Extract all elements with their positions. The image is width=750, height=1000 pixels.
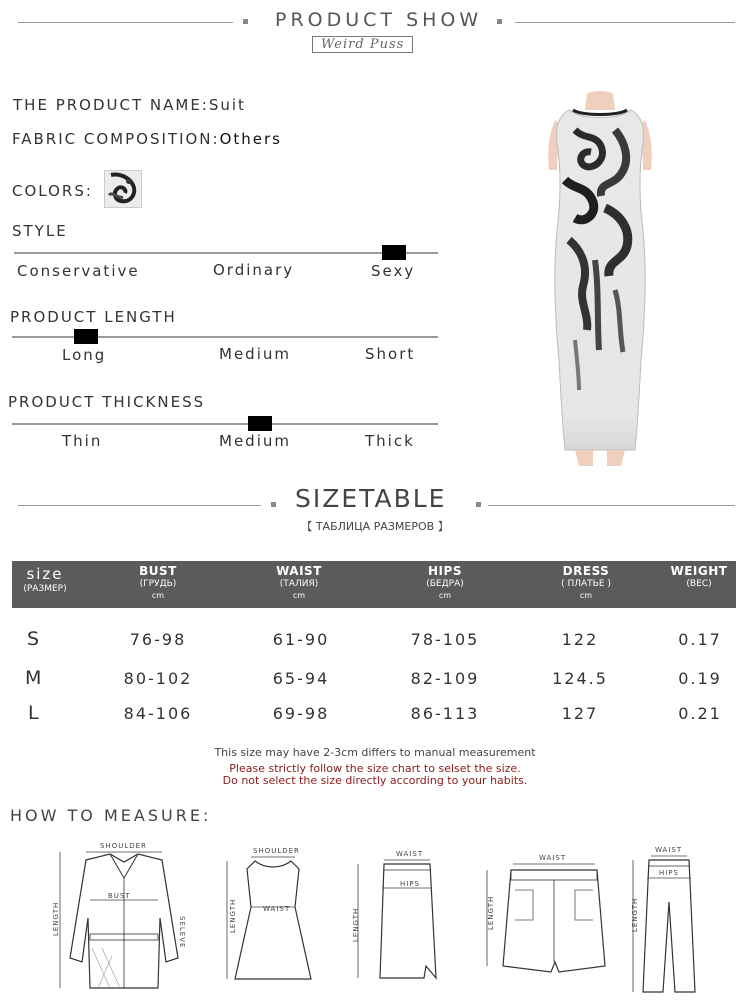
row-weight: 0.21: [678, 704, 722, 723]
length-option-short: Short: [365, 345, 416, 363]
row-weight: 0.17: [678, 630, 722, 649]
row-hips: 86-113: [410, 704, 480, 723]
sizetable-dot-left: [271, 502, 276, 507]
row-dress: 122: [561, 630, 599, 649]
thickness-option-thick: Thick: [365, 432, 415, 450]
row-hips: 82-109: [410, 669, 480, 688]
product-name-label: THE PRODUCT NAME:: [13, 96, 209, 114]
product-name-row: [13, 96, 246, 114]
row-bust: 80-102: [123, 669, 193, 688]
thickness-label: PRODUCT THICKNESS: [8, 393, 206, 411]
sizetable-dot-right: [476, 502, 481, 507]
waist-label: WAIST: [263, 905, 291, 913]
length-label: LENGTH: [52, 901, 60, 936]
col-size: size (РАЗМЕР): [23, 565, 67, 594]
row-bust: 76-98: [129, 630, 187, 649]
shoulder-label: SHOULDER: [100, 842, 147, 850]
sizetable-rule-right: [488, 505, 735, 506]
col-dress: DRESS ( ПЛАТЬЕ ) cm: [561, 564, 611, 600]
waist-label: WAIST: [396, 850, 424, 858]
table-header: [12, 561, 736, 608]
how-to-measure-title: HOW TO MEASURE:: [10, 806, 212, 825]
fabric-value: Others: [219, 130, 282, 148]
row-size: S: [27, 628, 40, 650]
thickness-scale-line: [12, 423, 438, 425]
thickness-option-thin: Thin: [62, 432, 103, 450]
hips-label: HIPS: [400, 880, 420, 888]
jacket-measure-illustration: [50, 838, 200, 998]
row-size: L: [28, 702, 39, 724]
dress-measure-illustration: [215, 843, 315, 993]
header-rule-right: [515, 22, 735, 23]
colors-label: COLORS:: [12, 182, 93, 200]
col-waist: WAIST (ТАЛИЯ) cm: [276, 564, 322, 600]
header-rule-left: [18, 22, 233, 23]
col-weight: WEIGHT (ВЕС): [670, 564, 728, 589]
length-label: PRODUCT LENGTH: [10, 308, 177, 326]
col-hips: HIPS (БЕДРА) cm: [426, 564, 464, 600]
row-waist: 65-94: [272, 669, 330, 688]
style-scale-line: [14, 252, 438, 254]
length-option-long: Long: [62, 346, 107, 364]
page-title: PRODUCT SHOW: [275, 9, 483, 31]
product-name-value: Suit: [208, 96, 246, 114]
bust-label: BUST: [108, 892, 131, 900]
sizetable-rule-left: [18, 505, 261, 506]
brand-subtitle: Weird Puss: [312, 36, 413, 53]
style-option-sexy: Sexy: [371, 262, 416, 280]
row-size: M: [25, 667, 42, 689]
col-bust: BUST (ГРУДЬ) cm: [139, 564, 177, 600]
thickness-scale-marker: [248, 416, 272, 431]
row-waist: 69-98: [272, 704, 330, 723]
length-label: LENGTH: [352, 907, 360, 942]
header-dot-right: [497, 19, 502, 24]
row-hips: 78-105: [410, 630, 480, 649]
skirt-measure-illustration: [340, 848, 450, 993]
row-weight: 0.19: [678, 669, 722, 688]
row-dress: 127: [561, 704, 599, 723]
row-waist: 61-90: [272, 630, 330, 649]
thickness-option-medium: Medium: [219, 432, 291, 450]
sleeve-label: SELEVE: [178, 916, 186, 949]
note-measurement: This size may have 2-3cm differs to manual measurement: [214, 746, 536, 759]
fabric-label: FABRIC COMPOSITION:: [12, 130, 220, 148]
note-habits: Do not select the size directly according to your habits.: [222, 774, 528, 787]
sizetable-title: SIZETABLE: [295, 484, 447, 513]
row-bust: 84-106: [123, 704, 193, 723]
sizetable-subtitle: 【 ТАБЛИЦА РАЗМЕРОВ 】: [301, 520, 449, 533]
style-option-conservative: Conservative: [17, 262, 140, 280]
header-dot-left: [243, 19, 248, 24]
shorts-measure-illustration: [475, 850, 620, 980]
swatch-pattern-icon: [105, 171, 141, 207]
style-option-ordinary: Ordinary: [213, 261, 295, 279]
hips-label: HIPS: [659, 869, 679, 877]
style-scale-marker: [382, 245, 406, 260]
shoulder-label: SHOULDER: [253, 847, 300, 855]
length-label: LENGTH: [487, 895, 495, 930]
waist-label: WAIST: [539, 854, 567, 862]
pants-measure-illustration: [625, 842, 705, 997]
length-label: LENGTH: [229, 898, 237, 933]
color-swatch[interactable]: [104, 170, 142, 208]
length-scale-marker: [74, 329, 98, 344]
waist-label: WAIST: [655, 846, 683, 854]
product-photo: [535, 90, 665, 470]
note-follow-chart: Please strictly follow the size chart to selset the size.: [229, 762, 521, 775]
length-option-medium: Medium: [219, 345, 291, 363]
row-dress: 124.5: [552, 669, 608, 688]
style-label: STYLE: [12, 222, 68, 240]
fabric-row: [12, 130, 282, 148]
length-label: LENGTH: [631, 897, 639, 932]
